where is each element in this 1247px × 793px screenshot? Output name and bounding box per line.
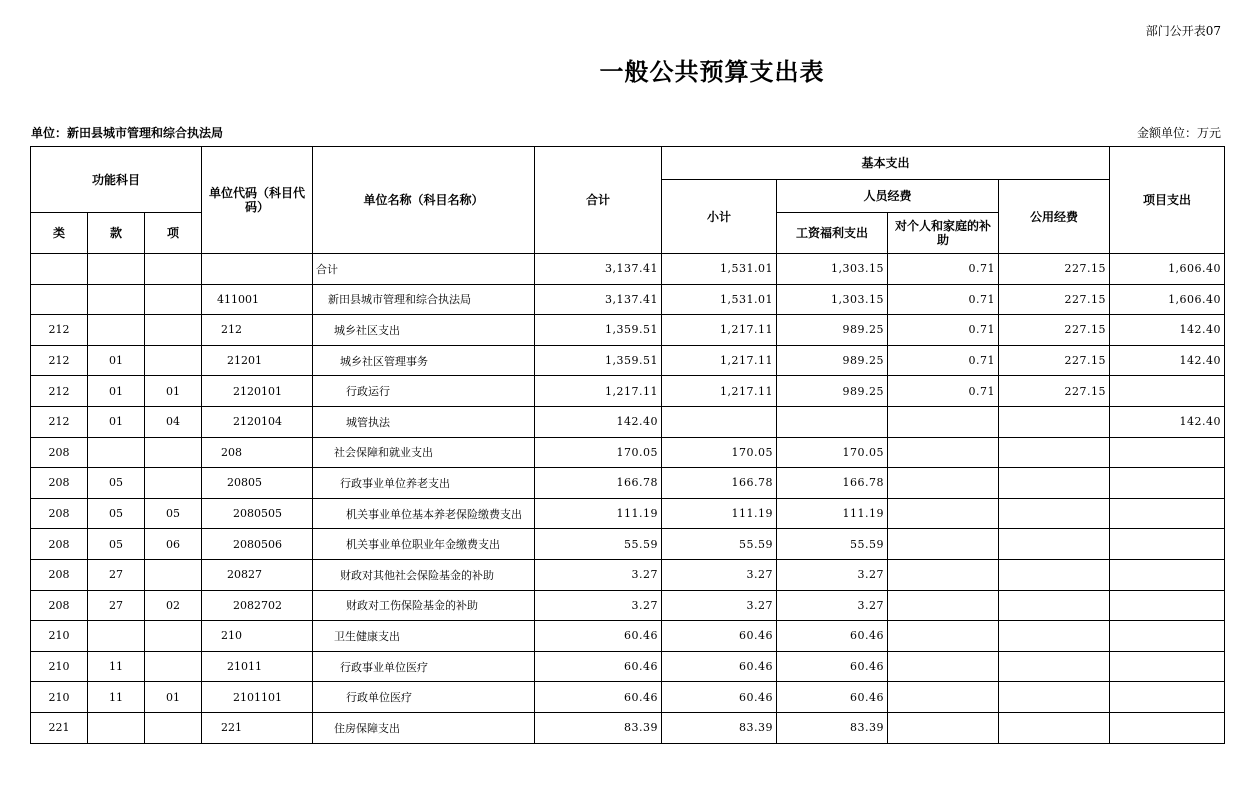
cell-lei: 212: [31, 345, 88, 376]
table-row: [31, 651, 1225, 682]
cell-unit-name: 合计: [313, 254, 535, 285]
cell-unit-name: 行政单位医疗: [313, 682, 535, 713]
cell-project: [1110, 468, 1225, 499]
cell-total: 60.46: [535, 621, 662, 652]
cell-total: 3.27: [535, 590, 662, 621]
header-personnel: 人员经费: [777, 180, 999, 213]
cell-lei: 208: [31, 590, 88, 621]
cell-unit-name: 卫生健康支出: [313, 621, 535, 652]
table-row: [31, 284, 1225, 315]
cell-total: 1,217.11: [535, 376, 662, 407]
cell-unit-name: 财政对工伤保险基金的补助: [313, 590, 535, 621]
cell-salary: 1,303.15: [777, 284, 888, 315]
cell-xiang: [145, 284, 202, 315]
cell-subtotal: 3.27: [662, 559, 777, 590]
cell-public: 227.15: [999, 315, 1110, 346]
cell-public: [999, 559, 1110, 590]
table-body: [31, 254, 1225, 744]
cell-public: [999, 468, 1110, 499]
cell-unit-name: 行政事业单位医疗: [313, 651, 535, 682]
cell-unit-code: 2080505: [202, 498, 313, 529]
cell-subtotal: [662, 406, 777, 437]
cell-individual: 0.71: [888, 345, 999, 376]
cell-total: 1,359.51: [535, 345, 662, 376]
cell-individual: [888, 529, 999, 560]
cell-individual: 0.71: [888, 284, 999, 315]
cell-project: [1110, 621, 1225, 652]
cell-project: [1110, 376, 1225, 407]
cell-salary: 60.46: [777, 621, 888, 652]
table-row: [31, 682, 1225, 713]
cell-salary: 3.27: [777, 559, 888, 590]
cell-subtotal: 3.27: [662, 590, 777, 621]
cell-lei: 210: [31, 651, 88, 682]
table-row: [31, 315, 1225, 346]
cell-individual: [888, 559, 999, 590]
cell-xiang: [145, 315, 202, 346]
header-project: 项目支出: [1110, 147, 1225, 254]
cell-xiang: [145, 345, 202, 376]
cell-subtotal: 1,217.11: [662, 345, 777, 376]
cell-public: [999, 437, 1110, 468]
cell-subtotal: 60.46: [662, 651, 777, 682]
cell-subtotal: 55.59: [662, 529, 777, 560]
cell-lei: 208: [31, 559, 88, 590]
cell-unit-name: 城管执法: [313, 406, 535, 437]
form-number: 部门公开表07: [1145, 24, 1221, 38]
cell-project: 142.40: [1110, 315, 1225, 346]
header-salary: 工资福利支出: [777, 213, 888, 254]
cell-salary: 989.25: [777, 376, 888, 407]
cell-project: [1110, 498, 1225, 529]
cell-total: 170.05: [535, 437, 662, 468]
cell-kuan: 27: [88, 559, 145, 590]
cell-unit-code: [202, 254, 313, 285]
cell-public: [999, 590, 1110, 621]
cell-individual: [888, 651, 999, 682]
cell-salary: 166.78: [777, 468, 888, 499]
cell-individual: [888, 590, 999, 621]
header-func-subject: 功能科目: [31, 147, 202, 213]
header-public: 公用经费: [999, 180, 1110, 254]
table-row: [31, 406, 1225, 437]
cell-total: 60.46: [535, 682, 662, 713]
cell-salary: 1,303.15: [777, 254, 888, 285]
cell-unit-code: 411001: [202, 284, 313, 315]
cell-xiang: [145, 559, 202, 590]
cell-project: [1110, 559, 1225, 590]
header-basic: 基本支出: [662, 147, 1110, 180]
cell-total: 1,359.51: [535, 315, 662, 346]
cell-project: [1110, 437, 1225, 468]
cell-unit-code: 20805: [202, 468, 313, 499]
header-total: 合计: [535, 147, 662, 254]
cell-kuan: [88, 315, 145, 346]
table-row: [31, 254, 1225, 285]
cell-salary: 3.27: [777, 590, 888, 621]
cell-xiang: 01: [145, 376, 202, 407]
cell-lei: 212: [31, 406, 88, 437]
cell-unit-name: 新田县城市管理和综合执法局: [313, 284, 535, 315]
table-row: [31, 529, 1225, 560]
cell-unit-name: 行政运行: [313, 376, 535, 407]
unit-label: 单位：新田县城市管理和综合执法局: [31, 126, 224, 140]
cell-individual: [888, 682, 999, 713]
cell-unit-code: 2101101: [202, 682, 313, 713]
header-xiang: 项: [145, 213, 202, 254]
cell-public: [999, 406, 1110, 437]
table-row: [31, 376, 1225, 407]
cell-public: [999, 682, 1110, 713]
cell-kuan: 05: [88, 529, 145, 560]
cell-kuan: 27: [88, 590, 145, 621]
cell-public: 227.15: [999, 254, 1110, 285]
header-lei: 类: [31, 213, 88, 254]
cell-unit-name: 住房保障支出: [313, 712, 535, 743]
cell-total: 55.59: [535, 529, 662, 560]
cell-total: 111.19: [535, 498, 662, 529]
cell-unit-name: 社会保障和就业支出: [313, 437, 535, 468]
page-title: 一般公共预算支出表: [599, 57, 825, 86]
cell-unit-code: 2120101: [202, 376, 313, 407]
cell-unit-code: 21011: [202, 651, 313, 682]
cell-public: [999, 529, 1110, 560]
cell-subtotal: 83.39: [662, 712, 777, 743]
cell-lei: 212: [31, 315, 88, 346]
cell-subtotal: 1,217.11: [662, 376, 777, 407]
cell-public: 227.15: [999, 345, 1110, 376]
cell-kuan: 01: [88, 406, 145, 437]
cell-lei: 221: [31, 712, 88, 743]
cell-unit-code: 210: [202, 621, 313, 652]
header-unit-name: 单位名称（科目名称）: [313, 147, 535, 254]
cell-lei: 212: [31, 376, 88, 407]
cell-public: 227.15: [999, 376, 1110, 407]
cell-xiang: [145, 468, 202, 499]
cell-salary: 111.19: [777, 498, 888, 529]
cell-total: 3,137.41: [535, 254, 662, 285]
cell-kuan: 05: [88, 468, 145, 499]
cell-unit-name: 城乡社区支出: [313, 315, 535, 346]
cell-subtotal: 60.46: [662, 621, 777, 652]
cell-subtotal: 1,531.01: [662, 254, 777, 285]
cell-lei: [31, 254, 88, 285]
cell-individual: [888, 498, 999, 529]
cell-project: 142.40: [1110, 406, 1225, 437]
cell-unit-name: 行政事业单位养老支出: [313, 468, 535, 499]
cell-public: [999, 621, 1110, 652]
cell-xiang: 01: [145, 682, 202, 713]
cell-xiang: 02: [145, 590, 202, 621]
cell-individual: [888, 621, 999, 652]
cell-xiang: [145, 712, 202, 743]
cell-kuan: 01: [88, 345, 145, 376]
cell-unit-code: 212: [202, 315, 313, 346]
header-kuan: 款: [88, 213, 145, 254]
table-row: [31, 345, 1225, 376]
cell-subtotal: 111.19: [662, 498, 777, 529]
table-row: [31, 437, 1225, 468]
cell-unit-code: 20827: [202, 559, 313, 590]
cell-salary: 989.25: [777, 315, 888, 346]
cell-salary: 170.05: [777, 437, 888, 468]
budget-expenditure-table: [30, 146, 1225, 744]
cell-salary: 83.39: [777, 712, 888, 743]
cell-kuan: [88, 437, 145, 468]
cell-public: 227.15: [999, 284, 1110, 315]
cell-xiang: 05: [145, 498, 202, 529]
cell-subtotal: 170.05: [662, 437, 777, 468]
cell-total: 3,137.41: [535, 284, 662, 315]
cell-unit-name: 机关事业单位职业年金缴费支出: [313, 529, 535, 560]
cell-unit-code: 221: [202, 712, 313, 743]
cell-subtotal: 166.78: [662, 468, 777, 499]
cell-lei: 208: [31, 498, 88, 529]
cell-individual: [888, 437, 999, 468]
cell-individual: [888, 406, 999, 437]
table-row: [31, 712, 1225, 743]
cell-xiang: [145, 651, 202, 682]
cell-public: [999, 712, 1110, 743]
header-subtotal: 小计: [662, 180, 777, 254]
cell-individual: 0.71: [888, 315, 999, 346]
cell-kuan: 11: [88, 682, 145, 713]
cell-total: 166.78: [535, 468, 662, 499]
cell-individual: 0.71: [888, 376, 999, 407]
cell-total: 60.46: [535, 651, 662, 682]
cell-unit-name: 财政对其他社会保险基金的补助: [313, 559, 535, 590]
cell-salary: 60.46: [777, 682, 888, 713]
cell-individual: [888, 468, 999, 499]
cell-lei: 208: [31, 529, 88, 560]
table-row: [31, 559, 1225, 590]
cell-lei: [31, 284, 88, 315]
cell-lei: 208: [31, 468, 88, 499]
header-individual: 对个人和家庭的补助: [888, 213, 999, 254]
cell-unit-code: 208: [202, 437, 313, 468]
cell-salary: 55.59: [777, 529, 888, 560]
cell-public: [999, 498, 1110, 529]
table-row: [31, 621, 1225, 652]
table-row: [31, 590, 1225, 621]
cell-subtotal: 1,531.01: [662, 284, 777, 315]
cell-xiang: [145, 437, 202, 468]
cell-unit-code: 21201: [202, 345, 313, 376]
table-row: [31, 468, 1225, 499]
cell-lei: 210: [31, 621, 88, 652]
cell-salary: 60.46: [777, 651, 888, 682]
cell-public: [999, 651, 1110, 682]
table-row: [31, 498, 1225, 529]
cell-xiang: 04: [145, 406, 202, 437]
cell-unit-code: 2080506: [202, 529, 313, 560]
cell-project: 1,606.40: [1110, 284, 1225, 315]
cell-kuan: 01: [88, 376, 145, 407]
cell-lei: 208: [31, 437, 88, 468]
cell-subtotal: 60.46: [662, 682, 777, 713]
cell-individual: 0.71: [888, 254, 999, 285]
cell-total: 3.27: [535, 559, 662, 590]
cell-unit-code: 2120104: [202, 406, 313, 437]
cell-kuan: [88, 712, 145, 743]
cell-project: [1110, 712, 1225, 743]
cell-lei: 210: [31, 682, 88, 713]
cell-project: 142.40: [1110, 345, 1225, 376]
cell-unit-name: 机关事业单位基本养老保险缴费支出: [313, 498, 535, 529]
cell-project: 1,606.40: [1110, 254, 1225, 285]
cell-project: [1110, 682, 1225, 713]
cell-project: [1110, 590, 1225, 621]
cell-project: [1110, 651, 1225, 682]
cell-individual: [888, 712, 999, 743]
cell-kuan: 05: [88, 498, 145, 529]
cell-kuan: 11: [88, 651, 145, 682]
cell-salary: 989.25: [777, 345, 888, 376]
cell-xiang: 06: [145, 529, 202, 560]
cell-unit-name: 城乡社区管理事务: [313, 345, 535, 376]
cell-xiang: [145, 621, 202, 652]
cell-salary: [777, 406, 888, 437]
cell-subtotal: 1,217.11: [662, 315, 777, 346]
cell-kuan: [88, 284, 145, 315]
cell-total: 142.40: [535, 406, 662, 437]
cell-kuan: [88, 621, 145, 652]
cell-kuan: [88, 254, 145, 285]
header-unit-code: 单位代码（科目代码）: [202, 147, 313, 254]
cell-unit-code: 2082702: [202, 590, 313, 621]
cell-total: 83.39: [535, 712, 662, 743]
cell-xiang: [145, 254, 202, 285]
cell-project: [1110, 529, 1225, 560]
amount-unit-label: 金额单位：万元: [1136, 126, 1221, 140]
